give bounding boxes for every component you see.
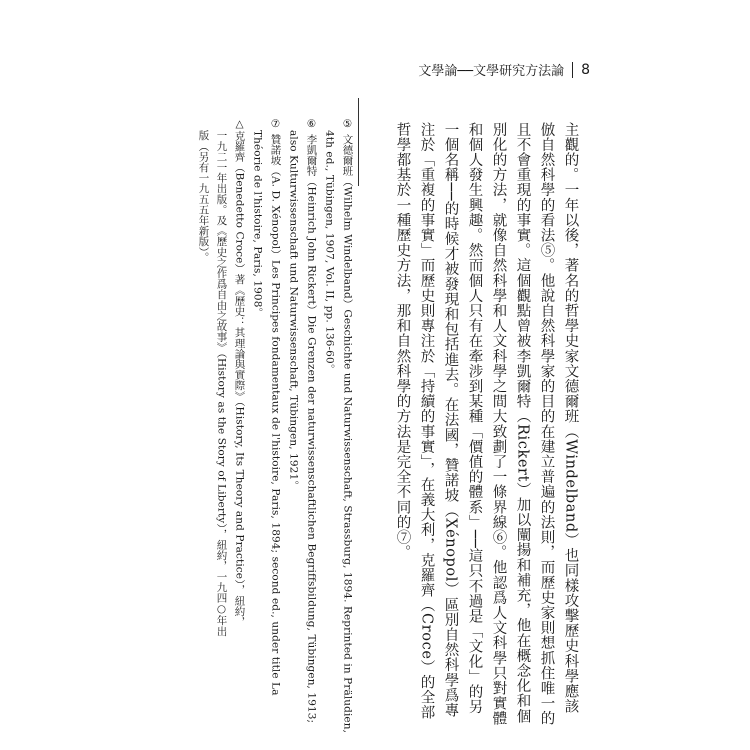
body-column-2: 倣自然科學的看法⑤。他說自然科學家的目的在建立普遍的法則，而歷史家則想抓住唯一的 xyxy=(538,122,555,726)
footnote-7-line-2: Théorie de l'histoire, Paris, 1908。 xyxy=(251,130,264,319)
footnote-7-line-1: ⑦ 贊諾坡（A. D. Xénopol）Les Principes fondamentaux de l'histoire, Paris, 1894; second ed., under title La xyxy=(269,118,282,696)
body-column-1: 主觀的。一年以後，著名的哲學史家文德爾班（Windelband）也同樣攻擊歷史科學應該 xyxy=(562,122,579,714)
body-column-3: 且不會重現的事實。這個觀點曾被李凱爾特（Rickert）加以闡揚和補充，他在概念化和個 xyxy=(514,122,531,724)
croce-note-line-2: 一九二一年出版。及《歷史之作爲自由之故事》（History as the Story of Liberty），紐約，一九四○年出 xyxy=(215,130,228,637)
footnote-6-line-1: ⑥ 李凱爾特（Heinrich John Rickert）Die Grenzen der naturwissenschaftlichen Begriffsbildung, Tübingen, 1913; xyxy=(305,118,318,724)
footnote-5-line-1: ⑤ 文德爾班（Wilhelm Windelband）Geschichte und Naturwissenschaft, Strassburg, 1894. Reprinted in Präludien, xyxy=(341,118,354,734)
body-column-7: 注於「重複的事實」而歷史則專注於「持續的事實」，在義大利，克羅齊（Croce）的全部 xyxy=(418,122,435,720)
running-title: 文學論──文學研究方法論 xyxy=(418,64,565,79)
body-column-5: 和個人發生興趣。然而個人只有在牽涉到某種「價值的體系」──這只不過是「文化」的另 xyxy=(466,122,483,715)
croce-note-line-3: 版（另有一九五五年新版）。 xyxy=(197,130,210,263)
body-column-6: 一個名稱──的時候才被發現和包括進去。在法國，贊諾坡（Xénopol）區別自然科學爲專 xyxy=(442,122,459,718)
running-header xyxy=(418,60,590,79)
page-number: 8 xyxy=(581,61,590,78)
body-column-8: 哲學都基於一種歷史方法，那和自然科學的方法是完全不同的⑦。 xyxy=(394,122,411,560)
croce-note-line-1: △克羅齊（Benedetto Croce）著《歷史：其理論與實際》（History, Its Theory and Practice），紐約， xyxy=(233,118,246,627)
body-column-4: 別化的方法，就像自然科學和人文科學之間大致劃了一條界線⑥。他認爲人文科學只對實體 xyxy=(490,122,507,726)
footnote-rule xyxy=(358,98,359,186)
footnote-6-line-2: also Kulturwissenschaft und Naturwissenschaft, Tübingen, 1921。 xyxy=(287,130,300,491)
footnote-5-line-2: 4th ed., Tübingen, 1907, Vol. II, pp. 136-60。 xyxy=(323,130,336,375)
header-divider xyxy=(572,62,573,78)
